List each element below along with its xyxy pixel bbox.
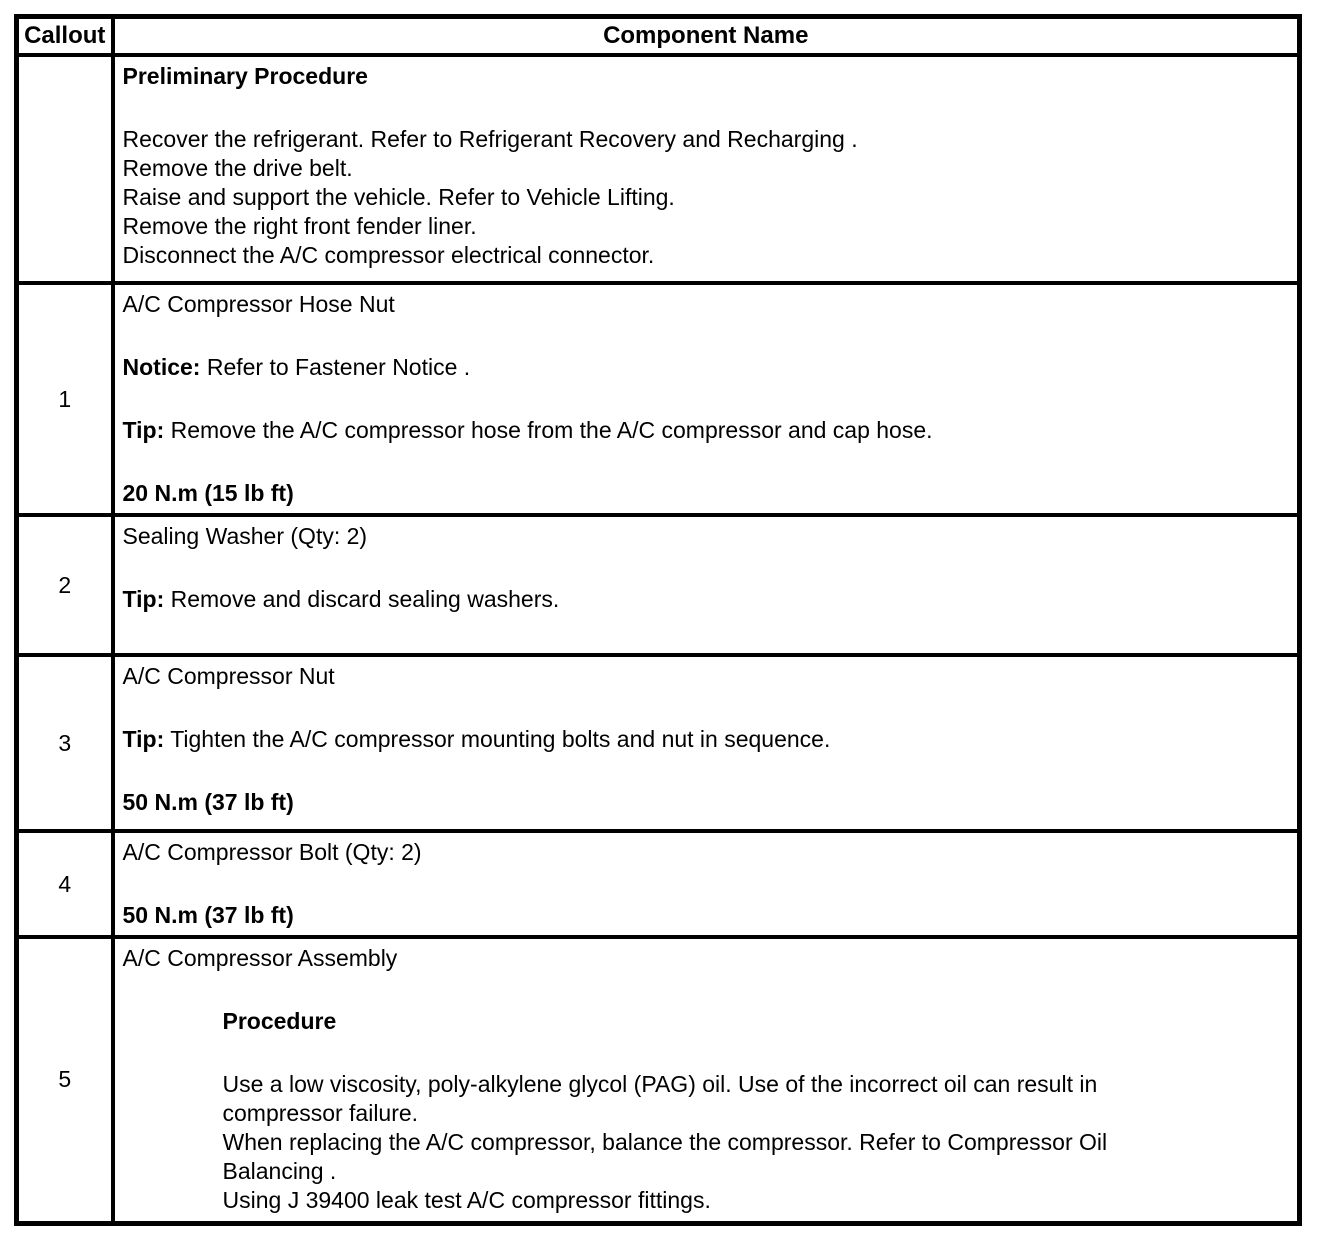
component-cell [113,55,1300,283]
text-line [123,944,1288,973]
line-text: Use a low viscosity, poly-alkylene glycol (PAG) oil. Use of the incorrect oil can result in compressor failure. [222,1071,1098,1126]
component-cell [113,655,1300,831]
component-callout-table [14,14,1302,1226]
text-line [223,1007,1163,1036]
line-label: Tip: [122,726,165,752]
component-cell [113,283,1300,515]
table-header-row [17,17,1300,56]
line-text: Recover the refrigerant. Refer to Refrigerant Recovery and Recharging . [122,126,858,152]
component-cell [113,831,1300,937]
callout-number: 4 [17,831,113,937]
text-line [123,416,1288,445]
table-row [17,831,1300,937]
text-line [223,1128,1163,1186]
text-line [123,241,1288,270]
line-text: A/C Compressor Assembly [122,945,398,971]
text-line [123,479,1288,508]
text-line [123,725,1288,754]
line-text: Tighten the A/C compressor mounting bolts and nut in sequence. [164,726,831,752]
line-text: Remove the drive belt. [122,155,353,181]
text-line [123,62,1288,91]
text-line [123,662,1288,691]
line-text: Disconnect the A/C compressor electrical connector. [122,242,655,268]
table-row [17,937,1300,1223]
line-label: Tip: [122,586,165,612]
text-line [223,1186,1163,1215]
line-text: Preliminary Procedure [122,63,368,89]
text-line [123,183,1288,212]
table-body [17,55,1300,1223]
text-line [123,290,1288,319]
line-text: Sealing Washer (Qty: 2) [122,523,368,549]
line-text: Procedure [222,1008,337,1034]
line-text: Remove the right front fender liner. [122,213,477,239]
text-line [123,788,1288,817]
text-line [223,1070,1163,1128]
line-text: A/C Compressor Nut [122,663,335,689]
line-text: 20 N.m (15 lb ft) [122,480,294,506]
line-text: When replacing the A/C compressor, balance the compressor. Refer to Compressor Oil Balancing . [222,1129,1108,1184]
callout-header-cell: Callout [17,17,113,56]
text-line [123,353,1288,382]
table-row [17,283,1300,515]
line-text: Using J 39400 leak test A/C compressor fittings. [222,1187,711,1213]
line-text: 50 N.m (37 lb ft) [122,789,294,815]
text-line [123,585,1288,614]
line-text: Remove the A/C compressor hose from the A/C compressor and cap hose. [164,417,933,443]
line-text: A/C Compressor Hose Nut [122,291,395,317]
line-text: 50 N.m (37 lb ft) [122,902,294,928]
line-label: Notice: [122,354,201,380]
line-text: A/C Compressor Bolt (Qty: 2) [122,839,422,865]
text-line [123,522,1288,551]
callout-number: 3 [17,655,113,831]
table-row [17,515,1300,655]
component-cell [113,515,1300,655]
text-line [123,901,1288,930]
callout-number: 2 [17,515,113,655]
line-label: Tip: [122,417,165,443]
line-text: Raise and support the vehicle. Refer to Vehicle Lifting. [122,184,675,210]
callout-number [17,55,113,283]
table-row [17,655,1300,831]
line-text: Remove and discard sealing washers. [164,586,560,612]
table-row [17,55,1300,283]
service-manual-page [14,14,1302,1226]
component-cell [113,937,1300,1223]
text-line [123,125,1288,154]
line-text: Refer to Fastener Notice . [200,354,471,380]
callout-number: 5 [17,937,113,1223]
callout-number: 1 [17,283,113,515]
component-header-cell: Component Name [113,17,1300,56]
text-line [123,212,1288,241]
text-line [123,154,1288,183]
text-line [123,838,1288,867]
